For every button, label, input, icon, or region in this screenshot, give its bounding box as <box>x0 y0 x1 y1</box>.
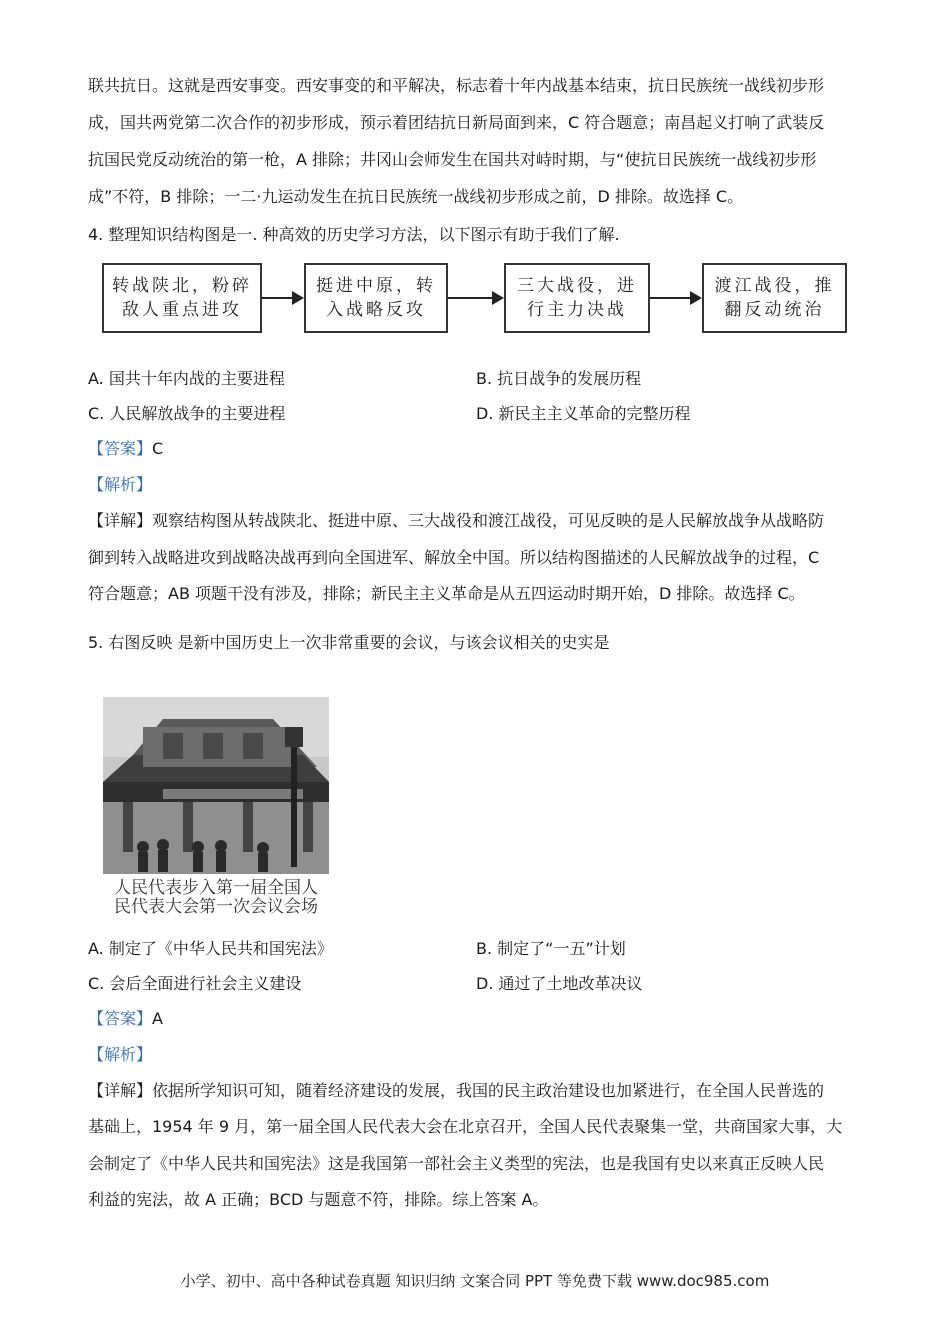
q5-detail-line: 利益的宪法，故 A 正确；BCD 与题意不符，排除。综上答案 A。 <box>88 1190 549 1209</box>
flow-box-line: 挺进中原，转 <box>316 276 436 296</box>
detail-tag: 【详解】 <box>88 511 153 530</box>
flow-box-line: 转战陕北，粉碎 <box>112 276 252 296</box>
answer-value: A <box>152 1009 163 1028</box>
q5-analysis-tag: 【解析】 <box>88 1045 153 1064</box>
congress-hall-photo <box>103 697 329 874</box>
detail-text: 依据所学知识可知，随着经济建设的发展，我国的民主政治建设也加紧进行，在全国人民普选的 <box>152 1081 825 1100</box>
q5-option-b: B. 制定了“一五”计划 <box>476 939 626 958</box>
detail-tag: 【详解】 <box>88 1081 153 1100</box>
caption-line: 人民代表步入第一届全国人 <box>114 878 318 898</box>
answer-value: C <box>152 439 164 458</box>
q4-detail-line <box>88 510 824 532</box>
q5-detail-line: 基础上，1954 年 9 月，第一届全国人民代表大会在北京召开，全国人民代表聚集一堂，共商国家大事，大 <box>88 1117 843 1136</box>
flow-arrow <box>448 297 502 299</box>
q4-answer <box>88 438 163 460</box>
answer-tag: 【答案】 <box>88 439 153 458</box>
paragraph-line: 联共抗日。这就是西安事变。西安事变的和平解决，标志着十年内战基本结束，抗日民族统一战线初步形 <box>88 76 825 95</box>
flow-box-line: 敌人重点进攻 <box>122 300 242 320</box>
flow-box-line: 三大战役，进 <box>517 276 637 296</box>
answer-tag: 【答案】 <box>88 1009 153 1028</box>
paragraph-line: 成”不符，B 排除；一二·九运动发生在抗日民族统一战线初步形成之前，D 排除。故选择 C。 <box>88 187 744 206</box>
flow-box-4 <box>702 263 847 333</box>
flow-box-3 <box>504 263 650 333</box>
q4-option-b: B. 抗日战争的发展历程 <box>476 369 642 388</box>
q4-option-a: A. 国共十年内战的主要进程 <box>88 369 285 388</box>
flow-box-line: 行主力决战 <box>527 300 627 320</box>
detail-text: 观察结构图从转战陕北、挺进中原、三大战役和渡江战役，可见反映的是人民解放战争从战略防 <box>152 511 825 530</box>
flow-box-line: 渡江战役，推 <box>714 276 835 296</box>
q5-option-a: A. 制定了《中华人民共和国宪法》 <box>88 939 333 958</box>
q5-option-d: D. 通过了土地改革决议 <box>476 974 643 993</box>
q5-option-c: C. 会后全面进行社会主义建设 <box>88 974 302 993</box>
flow-box-1 <box>102 263 262 333</box>
caption-line: 民代表大会第一次会议会场 <box>114 897 318 917</box>
q5-answer <box>88 1008 163 1030</box>
q4-analysis-tag: 【解析】 <box>88 475 153 494</box>
q4-detail-line: 御到转入战略进攻到战略决战再到向全国进军、解放全中国。所以结构图描述的人民解放战争的过程，C <box>88 548 820 567</box>
q4-detail-line: 符合题意；AB 项题干没有涉及，排除；新民主主义革命是从五四运动时期开始，D 排除。故选择 C。 <box>88 584 805 603</box>
flow-box-line: 入战略反攻 <box>326 300 426 320</box>
question-5-stem: 5. 右图反映 是新中国历史上一次非常重要的会议，与该会议相关的史实是 <box>88 633 610 652</box>
question-4-stem: 4. 整理知识结构图是一. 种高效的历史学习方法，以下图示有助于我们了解. <box>88 225 620 244</box>
q5-detail-line <box>88 1080 824 1102</box>
flow-box-line: 翻反动统治 <box>724 300 825 320</box>
paragraph-line: 成，国共两党第二次合作的初步形成，预示着团结抗日新局面到来，C 符合题意；南昌起义打响了武装反 <box>88 113 825 132</box>
flow-arrow <box>262 297 302 299</box>
flow-arrow <box>650 297 700 299</box>
q4-option-d: D. 新民主主义革命的完整历程 <box>476 404 691 423</box>
page-footer: 小学、初中、高中各种试卷真题 知识归纳 文案合同 PPT 等免费下载 www.doc985.com <box>180 1272 770 1290</box>
paragraph-line: 抗国民党反动统治的第一枪，A 排除；井冈山会师发生在国共对峙时期，与“使抗日民族统一战线初步形 <box>88 150 817 169</box>
flow-box-2 <box>304 263 448 333</box>
q5-detail-line: 会制定了《中华人民共和国宪法》这是我国第一部社会主义类型的宪法，也是我国有史以来真正反映人民 <box>88 1154 825 1173</box>
photo-caption <box>103 879 329 917</box>
q4-option-c: C. 人民解放战争的主要进程 <box>88 404 286 423</box>
